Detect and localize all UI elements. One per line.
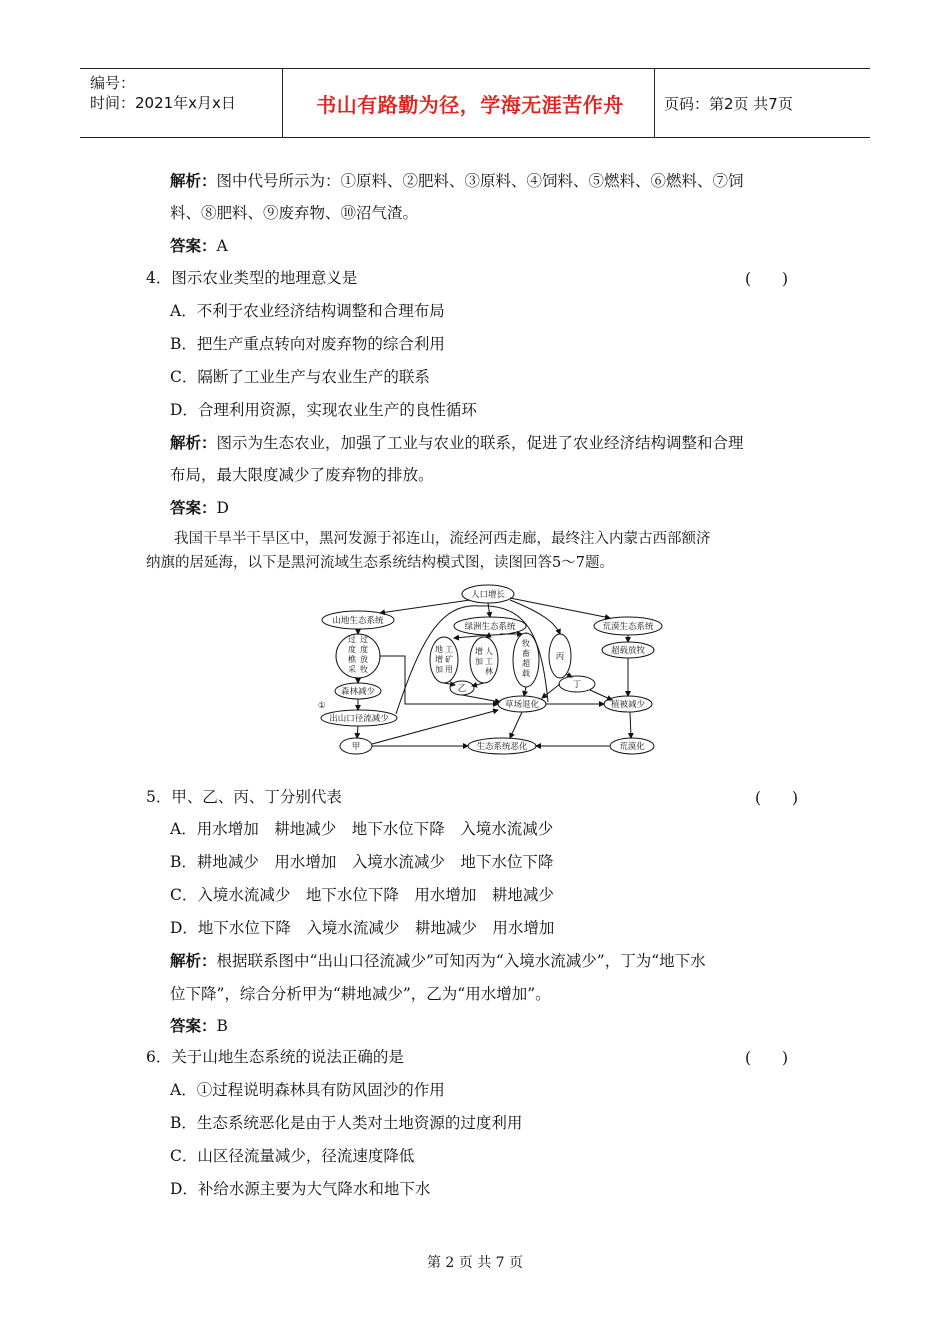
label-ind-1: 地 [435,645,443,654]
q4-option-a: A．不利于农业经济结构调整和合理布局 [170,302,445,320]
q4-option-c: C．隔断了工业生产与农业生产的联系 [170,368,430,386]
label-desert-eco: 荒漠生态系统 [602,622,654,632]
label-vegetation-decrease: 植被减少 [610,700,646,710]
label-forest-4: 工 [485,657,493,666]
q4-analysis-line1: 解析：图示为生态农业，加强了工业与农业的联系，促进了农业经济结构调整和合理 [170,434,744,452]
label-eco-deteriorate: 生态系统恶化 [476,742,528,752]
label-ind-2: 工 [445,645,453,654]
label-forest-5: 林 [485,667,493,676]
header-page-info: 页码：第2页 共7页 [664,95,793,113]
q4-stem: 4．图示农业类型的地理意义是 [146,269,358,287]
label-process-1: ① [318,701,326,711]
label-forest-decrease: 森林减少 [340,687,376,697]
answer-label: 答案： [170,237,217,255]
label-overgraze-2: 度 [360,645,368,654]
label-yi: 乙 [457,684,467,694]
label-overcut-4: 采 [348,665,356,674]
label-livestock-4: 载 [522,669,530,678]
q5-answer: 答案：B [170,1017,228,1035]
label-forest-1: 增 [475,647,483,656]
label-mountain-eco: 山地生态系统 [332,616,384,626]
q5-option-c: C．入境水流减少 地下水位下降 用水增加 耕地减少 [170,886,554,904]
answer-label: 答案： [170,1017,217,1035]
label-ind-6: 用 [445,665,453,674]
label-overgraze-1: 过 [360,635,368,644]
q6-option-c: C．山区径流量减少，径流速度降低 [170,1147,415,1165]
label-mountain-runoff: 出山口径流减少 [329,714,389,724]
q5-option-b: B．耕地减少 用水增加 入境水流减少 地下水位下降 [170,853,554,871]
label-population: 人口增长 [470,590,506,600]
document-header [80,68,870,138]
analysis-label: 解析： [170,952,217,970]
q6-option-b: B．生态系统恶化是由于人类对土地资源的过度利用 [170,1114,523,1132]
q4-answer-paren: ( ) [745,270,789,288]
label-oasis-eco: 绿洲生态系统 [464,622,516,632]
header-motto: 书山有路勤为径，学海无涯苦作舟 [316,93,624,117]
q3-analysis-line1: 解析：图中代号所示为：①原料、②肥料、③原料、④饲料、⑤燃料、⑥燃料、⑦饲 [170,172,744,190]
header-number: 编号： [90,74,136,92]
node-overuse [336,634,380,678]
q5-answer-paren: ( ) [755,789,799,807]
q4-option-d: D．合理利用资源，实现农业生产的良性循环 [170,401,477,419]
passage-line1: 我国干旱半干旱区中，黑河发源于祁连山，流经河西走廊，最终注入内蒙古西部额济 [174,531,711,547]
page-footer: 第 2 页 共 7 页 [426,1255,524,1271]
q6-answer-paren: ( ) [745,1049,789,1067]
q3-analysis-line2: 料、⑧肥料、⑨废弃物、⑩沼气渣。 [170,204,419,222]
label-grassland-degrade: 草场退化 [504,700,540,710]
label-forest-2: 人 [485,647,493,656]
label-livestock-1: 牧 [522,639,530,648]
q5-analysis-line1: 解析：根据联系图中“出山口径流减少”可知丙为“入境水流减少”，丁为“地下水 [170,952,706,970]
label-overcut-1: 过 [348,635,356,644]
label-jia: 甲 [351,742,361,752]
q6-option-d: D．补给水源主要为大气降水和地下水 [170,1180,431,1198]
label-ind-5: 加 [435,665,443,674]
label-forest-3: 加 [475,657,483,666]
header-divider [282,69,283,137]
label-overgraze-3: 放 [360,655,368,664]
header-divider [654,69,655,137]
label-livestock-2: 畜 [522,649,530,658]
label-ding: 丁 [572,680,582,690]
q5-analysis-line2: 位下降”，综合分析甲为“耕地减少”，乙为“用水增加”。 [170,985,551,1003]
label-overgraze-desert: 超载放牧 [610,646,646,656]
label-livestock-3: 超 [522,659,530,668]
q5-stem: 5．甲、乙、丙、丁分别代表 [146,788,342,806]
answer-label: 答案： [170,499,217,517]
analysis-label: 解析： [170,434,217,452]
label-desertification: 荒漠化 [619,742,645,752]
header-meta [90,73,236,113]
q6-stem: 6．关于山地生态系统的说法正确的是 [146,1048,404,1066]
analysis-label: 解析： [170,172,217,190]
label-overcut-3: 樵 [348,655,356,664]
header-date: 时间：2021年x月x日 [90,94,236,112]
label-overcut-2: 度 [348,645,356,654]
q3-answer: 答案：A [170,237,228,255]
q6-option-a: A．①过程说明森林具有防风固沙的作用 [170,1081,445,1099]
label-bing: 丙 [555,652,565,662]
label-ind-4: 矿 [445,655,453,664]
q5-option-a: A．用水增加 耕地减少 地下水位下降 入境水流减少 [170,820,554,838]
label-ind-3: 增 [435,655,443,664]
q4-analysis-line2: 布局，最大限度减少了废弃物的排放。 [170,466,434,484]
label-overgraze-4: 牧 [360,665,368,674]
passage-line2: 纳旗的居延海，以下是黑河流域生态系统结构模式图，读图回答5～7题。 [146,555,614,571]
q4-option-b: B．把生产重点转向对废弃物的综合利用 [170,335,445,353]
heihe-ecosystem-diagram [310,582,690,762]
q5-option-d: D．地下水位下降 入境水流减少 耕地减少 用水增加 [170,919,555,937]
q4-answer: 答案：D [170,499,229,517]
